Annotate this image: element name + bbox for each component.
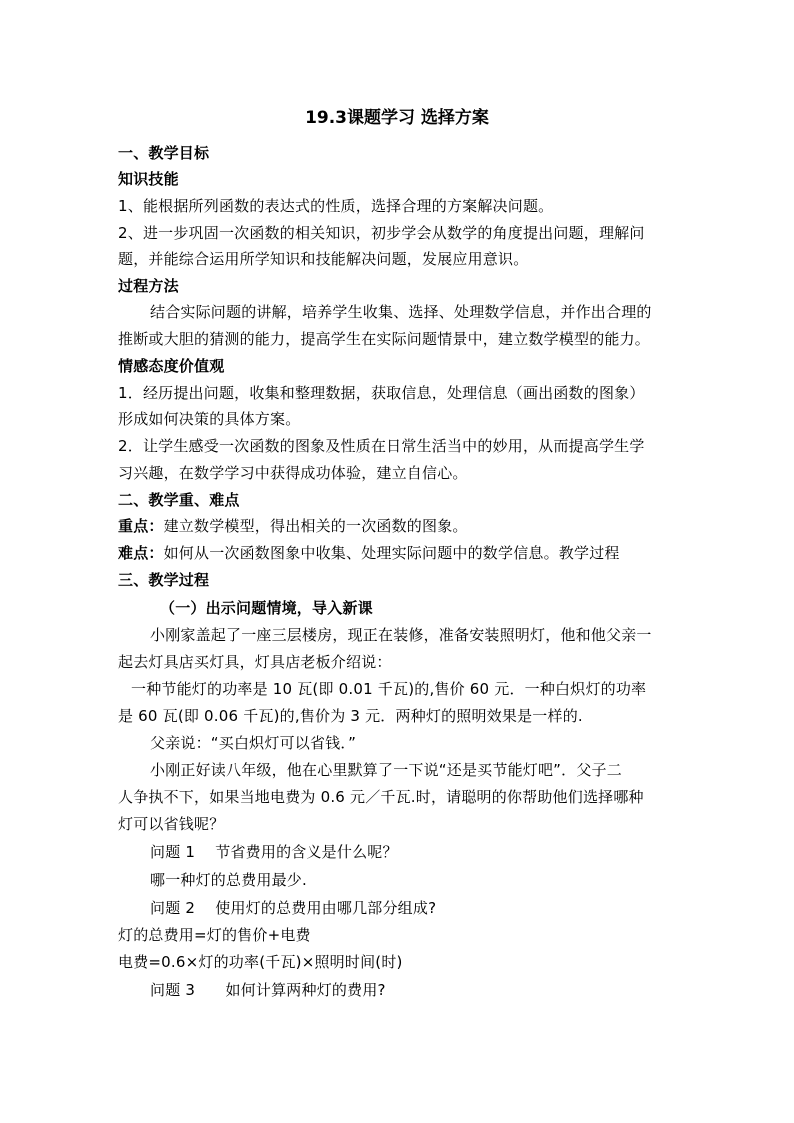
subheading-situation: （一）出示问题情境，导入新课	[160, 599, 373, 617]
paragraph-story-1b: 起去灯具店买灯具，灯具店老板介绍说：	[118, 653, 392, 671]
question-1-answer: 哪一种灯的总费用最少.	[150, 871, 307, 889]
paragraph-story-1a: 小刚家盖起了一座三层楼房，现正在装修，准备安装照明灯，他和他父亲一	[150, 626, 652, 644]
paragraph-knowledge-2b: 题，并能综合运用所学知识和技能解决问题，发展应用意识。	[118, 250, 529, 268]
subheading-knowledge: 知识技能	[118, 170, 179, 188]
paragraph-knowledge-1: 1、能根据所列函数的表达式的性质，选择合理的方案解决问题。	[118, 197, 554, 215]
subheading-emotion: 情感态度价值观	[118, 357, 225, 375]
paragraph-knowledge-2a: 2、进一步巩固一次函数的相关知识，初步学会从数学的角度提出问题，理解问	[118, 224, 645, 242]
paragraph-story-2a: 一种节能灯的功率是 10 瓦(即 0.01 千瓦)的,售价 60 元．一种白炽灯的功率	[131, 680, 647, 698]
key-point-label: 重点：	[118, 517, 164, 535]
formula-total-cost: 灯的总费用=灯的售价+电费	[118, 926, 311, 944]
question-3: 问题 3 如何计算两种灯的费用?	[150, 981, 386, 999]
section-heading-process: 三、教学过程	[118, 571, 210, 589]
section-heading-key-points: 二、教学重、难点	[118, 491, 240, 509]
subheading-process: 过程方法	[118, 277, 179, 295]
paragraph-story-4a: 小刚正好读八年级，他在心里默算了一下说“还是买节能灯吧”．父子二	[150, 761, 622, 779]
paragraph-emotion-2b: 习兴趣，在数学学习中获得成功体验，建立自信心。	[118, 464, 468, 482]
paragraph-emotion-1a: 1．经历提出问题，收集和整理数据，获取信息，处理信息（画出函数的图象）	[118, 384, 645, 402]
question-1: 问题 1 节省费用的含义是什么呢？	[150, 843, 398, 861]
paragraph-story-2b: 是 60 瓦(即 0.06 千瓦)的,售价为 3 元．两种灯的照明效果是一样的.	[118, 707, 583, 725]
paragraph-process-1a: 结合实际问题的讲解，培养学生收集、选择、处理数学信息，并作出合理的	[150, 303, 652, 321]
difficulty-label: 难点：	[118, 544, 164, 562]
paragraph-process-1b: 推断或大胆的猜测的能力，提高学生在实际问题情景中，建立数学模型的能力。	[118, 330, 651, 348]
paragraph-key-point	[118, 516, 468, 536]
question-2: 问题 2 使用灯的总费用由哪几部分组成?	[150, 899, 437, 917]
page-title: 19.3课题学习 选择方案	[305, 108, 489, 128]
paragraph-story-4b: 人争执不下，如果当地电费为 0.6 元／千瓦.时，请聪明的你帮助他们选择哪种	[118, 788, 644, 806]
paragraph-story-4c: 灯可以省钱呢？	[118, 815, 225, 833]
paragraph-emotion-1b: 形成如何决策的具体方案。	[118, 410, 301, 428]
key-point-text: 建立数学模型，得出相关的一次函数的图象。	[163, 517, 468, 535]
paragraph-difficulty	[118, 543, 620, 563]
formula-electricity-cost: 电费=0.6×灯的功率(千瓦)×照明时间(时)	[118, 953, 403, 971]
paragraph-story-3: 父亲说：“买白炽灯可以省钱．”	[150, 734, 357, 752]
section-heading-objectives: 一、教学目标	[118, 144, 210, 162]
paragraph-emotion-2a: 2．让学生感受一次函数的图象及性质在日常生活当中的妙用，从而提高学生学	[118, 437, 645, 455]
difficulty-text: 如何从一次函数图象中收集、处理实际问题中的数学信息。教学过程	[163, 544, 620, 562]
